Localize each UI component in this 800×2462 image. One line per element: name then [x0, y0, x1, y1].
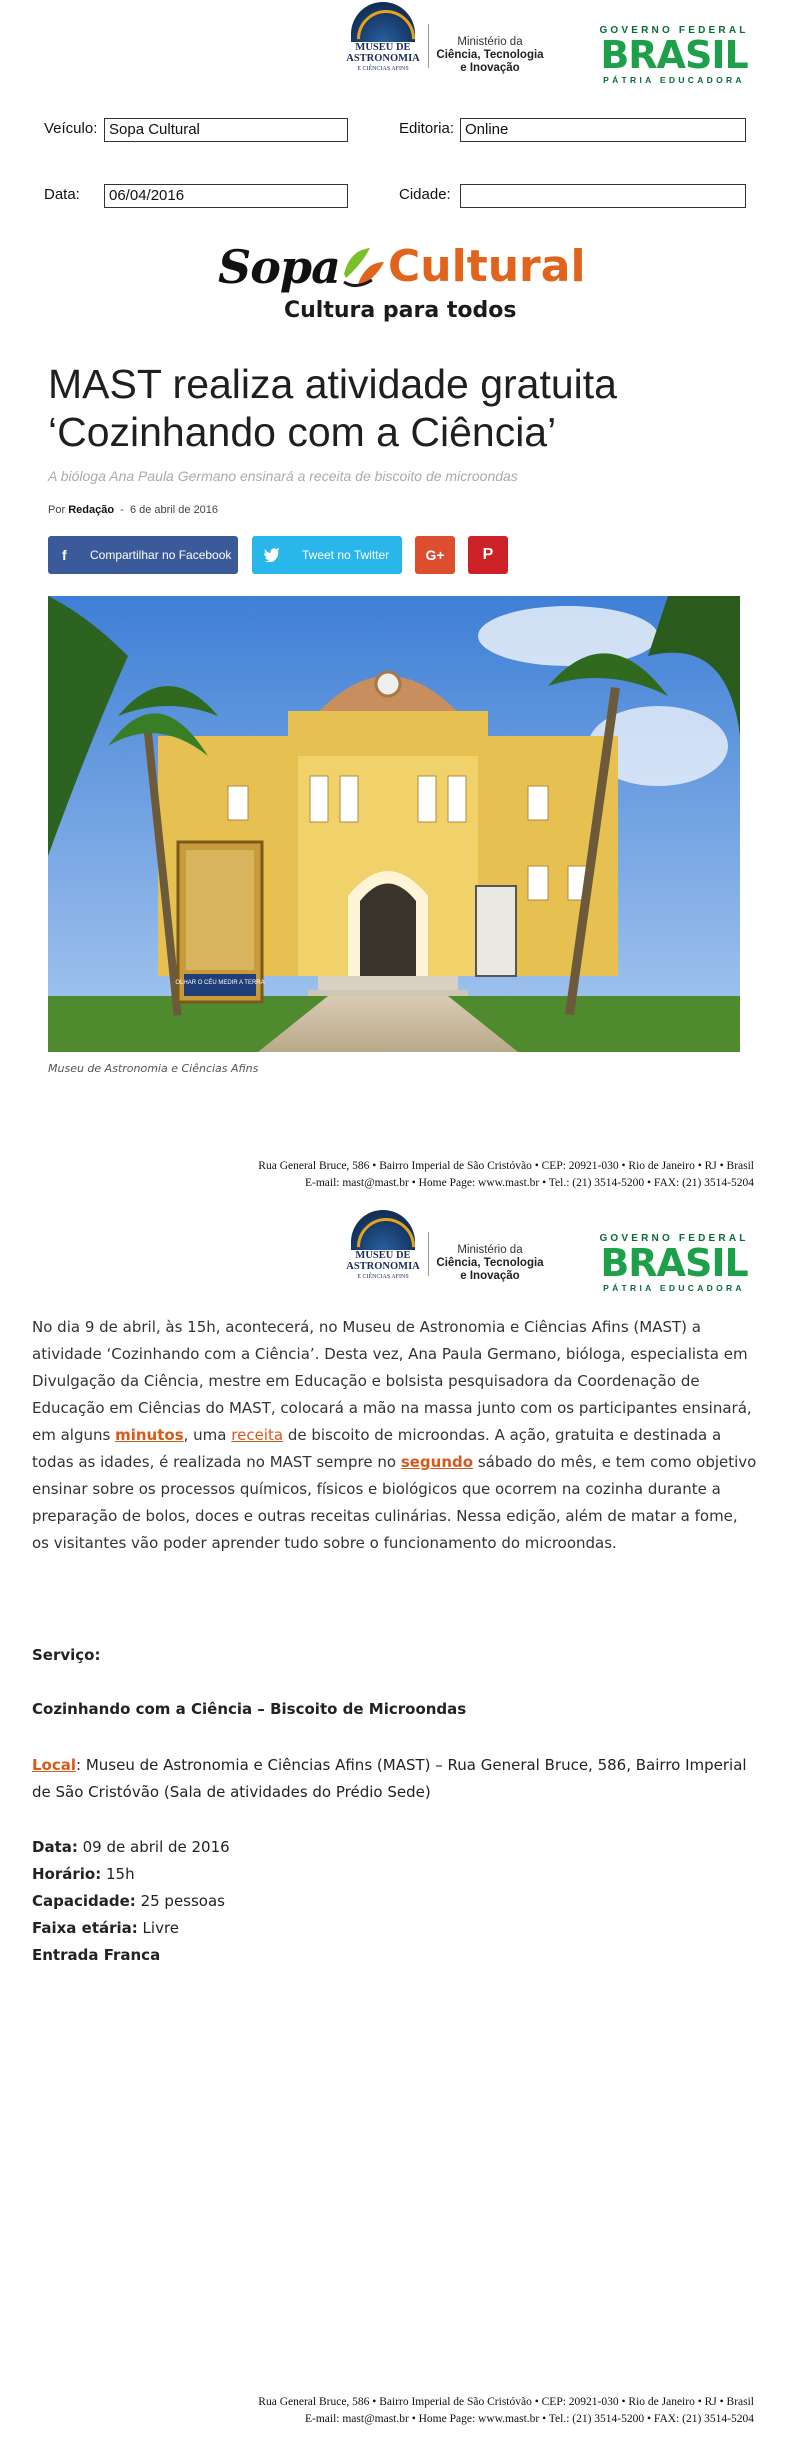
veiculo-field[interactable]: Sopa Cultural [104, 118, 348, 142]
article-body: No dia 9 de abril, às 15h, acontecerá, no Museu de Astronomia e Ciências Afins (MAST) a atividade ‘Cozinhando com a Ciência’. Desta vez, Ana Paula Germano, bióloga, especialista em Divulgação da Ciência, mestre em Educação e bolsista pesquisadora da Coordenação de Educação em Ciências do MAST, colocará a mão na massa junto com os participantes ensinará, em alguns minutos, uma receita de biscoito de microondas. A ação, gratuita e destinada a todas as idades, é realizada no MAST sempre no segundo sábado do mês, e tem como objetivo ensinar sobre os processos químicos, físicos e biológicos que ocorrem na cozinha durante a preparação de bolos, doces e outras receitas culinárias. Nessa edição, além de matar a fome, os visitantes vão poder aprender tudo sobre o funcionamento do microondas. [32, 1318, 757, 1552]
mast-logo-emblem [351, 1210, 415, 1250]
data-field[interactable]: 06/04/2016 [104, 184, 348, 208]
mast-logo-emblem [351, 2, 415, 42]
editoria-label: Editoria: [399, 120, 455, 137]
article-date: 6 de abril de 2016 [129, 504, 219, 516]
pinterest-icon: P [482, 546, 494, 563]
facebook-icon: f [62, 547, 67, 563]
ministerio-logo: Ministério da Ciência, Tecnologia e Inovação [436, 36, 544, 74]
photo-caption: Museu de Astronomia e Ciências Afins [48, 1062, 259, 1075]
cidade-field[interactable] [460, 184, 746, 208]
share-pinterest-button[interactable] [468, 536, 508, 574]
twitter-icon [264, 548, 280, 562]
governo-federal-logo-page2: GOVERNO FEDERAL BRASIL PÁTRIA EDUCADORA [599, 1233, 749, 1293]
footer-address: Rua General Bruce, 586 • Bairro Imperial de São Cristóvão • CEP: 20921-030 • Rio de Janeiro • RJ • Brasil [258, 2396, 754, 2408]
footer-contact: E-mail: mast@mast.br • Home Page: www.mast.br • Tel.: (21) 3514-5200 • FAX: (21) 3514-5204 [304, 1177, 754, 1189]
share-twitter-button[interactable]: Tweet no Twitter [252, 536, 402, 574]
event-horario: Horário: 15h [32, 1865, 135, 1883]
share-facebook-button[interactable]: f Compartilhar no Facebook [48, 536, 238, 574]
ministerio-logo-page2: Ministério da Ciência, Tecnologia e Inovação [436, 1244, 544, 1282]
author-link[interactable]: Redação [68, 504, 115, 516]
event-local: Local: Museu de Astronomia e Ciências Afins (MAST) – Rua General Bruce, 586, Bairro Imperial de São Cristóvão (Sala de atividades do Prédio Sede) [32, 1756, 747, 1801]
editoria-field[interactable]: Online [460, 118, 746, 142]
mast-logo [343, 2, 423, 76]
link-receita[interactable]: receita [231, 1426, 284, 1444]
footer-address: Rua General Bruce, 586 • Bairro Imperial de São Cristóvão • CEP: 20921-030 • Rio de Janeiro • RJ • Brasil [258, 1160, 754, 1172]
event-capacidade: Capacidade: 25 pessoas [32, 1892, 225, 1910]
event-faixa-etaria: Faixa etária: Livre [32, 1919, 180, 1937]
event-title: Cozinhando com a Ciência – Biscoito de Microondas [32, 1700, 467, 1718]
article-subtitle: A bióloga Ana Paula Germano ensinará a receita de biscoito de microondas [48, 468, 518, 484]
link-minutos[interactable]: minutos [115, 1426, 184, 1444]
share-gplus-button[interactable] [415, 536, 455, 574]
servico-heading: Serviço: [32, 1646, 101, 1664]
page2-footer [14, 2394, 754, 2428]
link-local[interactable]: Local [32, 1756, 77, 1774]
veiculo-label: Veículo: [44, 120, 98, 137]
logo-sopa-word: Sopa [218, 240, 340, 294]
logo-tagline: Cultura para todos [284, 298, 517, 323]
governo-federal-logo: GOVERNO FEDERAL BRASIL PÁTRIA EDUCADORA [599, 25, 749, 85]
leaf-icon [336, 244, 386, 290]
data-label: Data: [44, 186, 80, 203]
article-byline: Por Redação - 6 de abril de 2016 [48, 504, 219, 516]
article-title: MAST realiza atividade gratuita ‘Cozinhando com a Ciência’ [48, 361, 617, 455]
museum-photo [48, 596, 740, 1052]
link-segundo[interactable]: segundo [400, 1453, 474, 1471]
page1-footer [14, 1158, 754, 1192]
mast-logo-page2 [343, 1210, 423, 1284]
sopa-cultural-logo [218, 236, 586, 336]
logo-cultural-word: Cultural [388, 241, 586, 292]
photo-sign-text: OLHAR O CÉU MEDIR A TERRA [175, 980, 265, 986]
cidade-label: Cidade: [399, 186, 451, 203]
event-entrada: Entrada Franca [32, 1946, 161, 1964]
logo-divider [428, 24, 429, 68]
mast-logo-text: MUSEU DE ASTRONOMIA E CIÊNCIAS AFINS [346, 1250, 420, 1280]
footer-contact: E-mail: mast@mast.br • Home Page: www.mast.br • Tel.: (21) 3514-5200 • FAX: (21) 3514-5204 [304, 2413, 754, 2425]
event-data: Data: 09 de abril de 2016 [32, 1838, 230, 1856]
mast-logo-text: MUSEU DE ASTRONOMIA E CIÊNCIAS AFINS [346, 42, 420, 72]
gplus-icon: G+ [425, 547, 445, 563]
logo-divider [428, 1232, 429, 1276]
